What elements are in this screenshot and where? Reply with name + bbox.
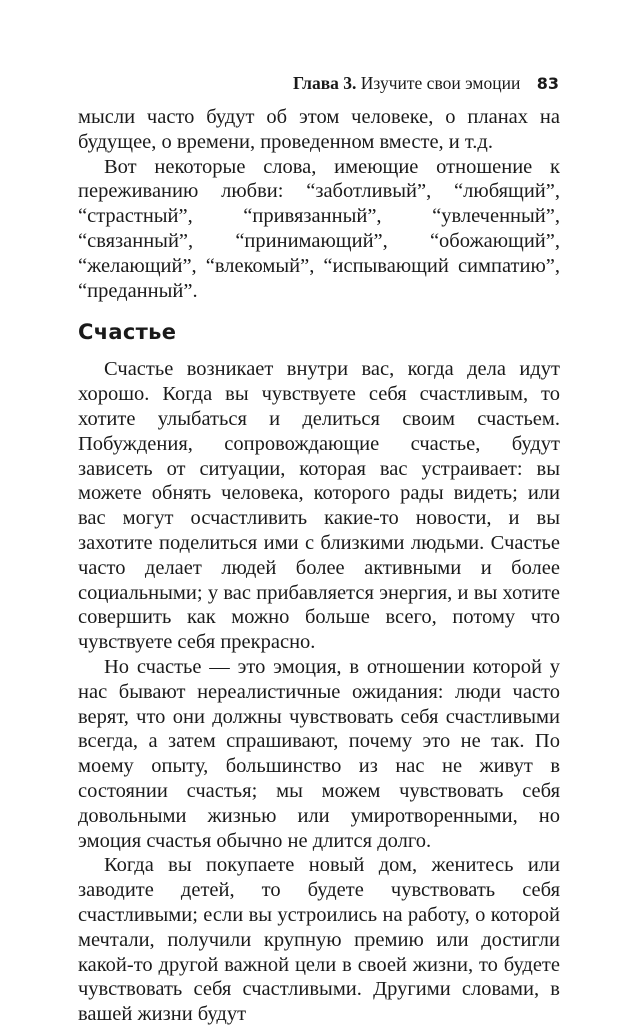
paragraph-continuation: мысли часто будут об этом человеке, о планах на будущее, о времени, проведенном вместе, и т.д. <box>78 106 560 153</box>
paragraph-happiness-examples: Когда вы покупаете новый дом, женитесь или заводите детей, то будете чувствовать себя счастливыми; если вы устроились на работу, о которой мечтали, получили крупную премию или достигли какой-то другой важной цели в своей жизни, то будете чувствовать себя счастливыми. Другими словами, в вашей жизни будут <box>78 854 560 1026</box>
paragraph-happiness-expectations: Но счастье — это эмоция, в отношении которой у нас бывают нереалистичные ожидания: люди часто верят, что они должны чувствовать себя счастливыми всегда, а затем спрашивают, почему это не так. По моему опыту, большинство из нас не живут в состоянии счастья; мы можем чувствовать себя довольными жизнью или умиротворенными, но эмоция счастья обычно не длится долго. <box>78 655 560 852</box>
paragraph-happiness-intro: Счастье возникает внутри вас, когда дела идут хорошо. Когда вы чувствуете себя счастливым, то хотите улыбаться и делиться своим счастьем. Побуждения, сопровождающие счастье, будут зависеть от ситуации, которая вас устраивает: вы можете обнять человека, которого рады видеть; или вас могут осчастливить какие-то новости, и вы захотите поделиться ими с близкими людьми. Счастье часто делает людей более активными и более социальными; у вас прибавляется энергия, и вы хотите совершить как можно больше всего, потому что чувствуете себя прекрасно. <box>78 358 560 654</box>
page-number: 83 <box>536 74 559 93</box>
section-heading-happiness: Счастье <box>78 320 177 345</box>
running-header <box>78 72 559 95</box>
paragraph-love-words: Вот некоторые слова, имеющие отношение к переживанию любви: “заботливый”, “любящий”, “страстный”, “привязанный”, “увлеченный”, “связанный”, “принимающий”, “обожающий”, “желающий”, “влекомый”, “испывающий симпатию”, “преданный”. <box>78 155 560 302</box>
header-title: Изучите свои эмоции <box>360 73 521 93</box>
header-chapter: Глава 3. <box>292 73 357 93</box>
page-body <box>78 105 560 1027</box>
